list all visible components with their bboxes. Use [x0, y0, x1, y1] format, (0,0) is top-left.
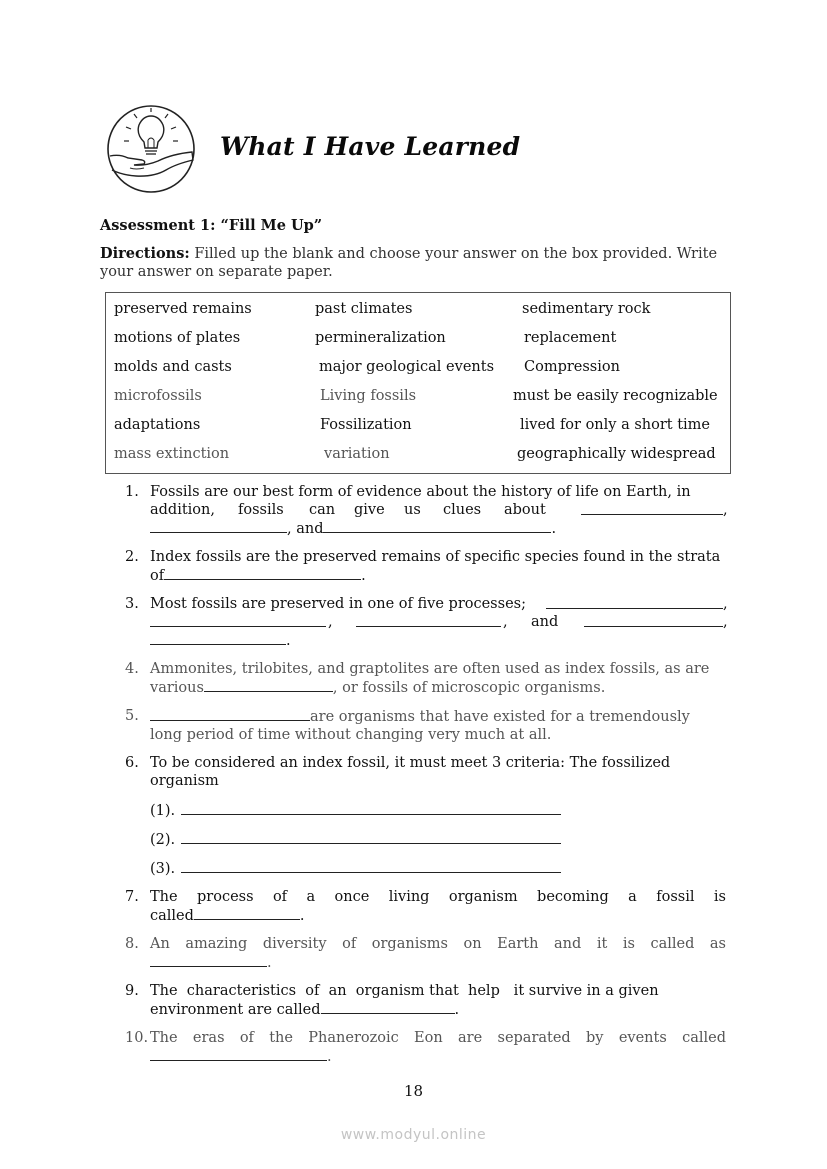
answer-blank[interactable] — [150, 707, 310, 721]
word-bank-box — [105, 292, 731, 474]
word-compression: Compression — [524, 359, 620, 375]
page-title: What I Have Learned — [220, 132, 521, 161]
word-mass-extinction: mass extinction — [114, 446, 230, 462]
answer-blank[interactable] — [356, 613, 501, 627]
answer-blank[interactable] — [181, 859, 561, 873]
answer-blank[interactable] — [150, 631, 286, 645]
answer-blank[interactable] — [546, 595, 723, 609]
directions-text: Filled up the blank and choose your answer on the box provided. Write your answer on separate paper. — [100, 246, 718, 280]
answer-blank[interactable] — [150, 953, 267, 967]
watermark: www.modyul.online — [340, 1127, 487, 1143]
answer-blank[interactable] — [164, 566, 361, 580]
answer-blank[interactable] — [150, 519, 287, 533]
word-variation: variation — [324, 446, 390, 462]
word-permineralization: permineralization — [315, 330, 446, 346]
answer-blank[interactable] — [181, 830, 561, 844]
word-adaptations: adaptations — [114, 417, 201, 433]
lightbulb-hand-icon — [106, 104, 196, 194]
criteria-3: (3). — [150, 859, 561, 877]
answer-blank[interactable] — [150, 613, 326, 627]
answer-blank[interactable] — [204, 678, 333, 692]
answer-blank[interactable] — [323, 519, 551, 533]
answer-blank[interactable] — [584, 613, 723, 627]
word-past-climates: past climates — [315, 301, 413, 317]
directions-label: Directions: — [100, 245, 190, 262]
word-microfossils: microfossils — [114, 388, 202, 404]
page-number: 18 — [403, 1082, 424, 1100]
answer-blank[interactable] — [150, 1047, 327, 1061]
word-geographically-widespread: geographically widespread — [517, 446, 716, 462]
word-molds-and-casts: molds and casts — [114, 359, 232, 375]
criteria-1: (1). — [150, 801, 561, 819]
assessment-heading: Assessment 1: “Fill Me Up” — [100, 217, 323, 234]
criteria-2: (2). — [150, 830, 561, 848]
word-fossilization: Fossilization — [320, 417, 412, 433]
answer-blank[interactable] — [581, 501, 723, 515]
word-lived-short-time: lived for only a short time — [520, 417, 711, 433]
word-replacement: replacement — [524, 330, 617, 346]
answer-blank[interactable] — [194, 906, 300, 920]
word-preserved-remains: preserved remains — [114, 301, 252, 317]
word-major-geological-events: major geological events — [319, 359, 495, 375]
answer-blank[interactable] — [321, 1000, 455, 1014]
word-motions-of-plates: motions of plates — [114, 330, 241, 346]
word-living-fossils: Living fossils — [320, 388, 417, 404]
word-must-be-easily-recognizable: must be easily recognizable — [513, 388, 718, 404]
directions — [100, 245, 730, 281]
answer-blank[interactable] — [181, 801, 561, 815]
word-sedimentary-rock: sedimentary rock — [522, 301, 651, 317]
